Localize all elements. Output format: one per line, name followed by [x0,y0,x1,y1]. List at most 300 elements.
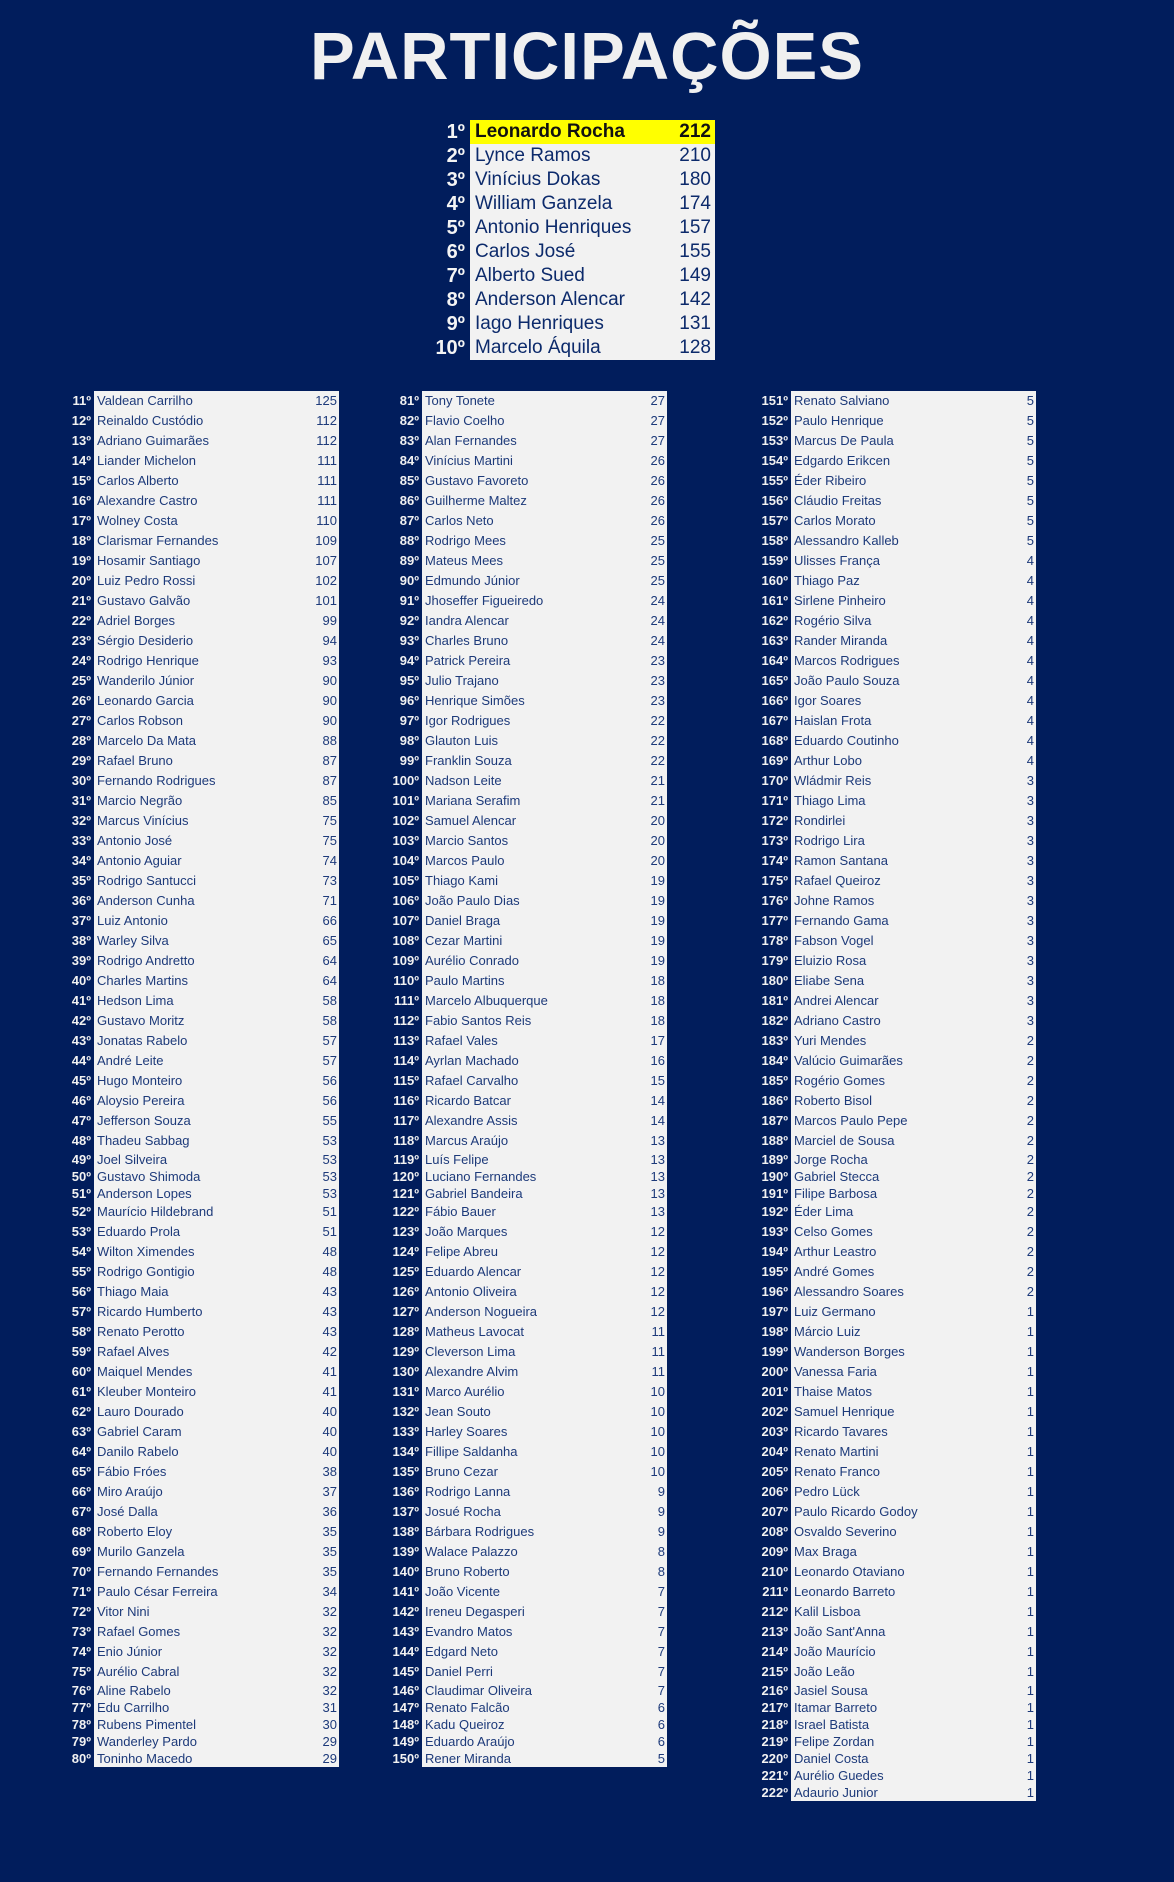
name-cell [422,551,667,571]
name-cell [94,1051,339,1071]
rank-label: 35º [71,873,91,888]
participant-name: Rafael Gomes [97,1624,181,1639]
name-cell [422,1502,667,1522]
participation-count: 29 [322,1734,337,1749]
name-cell [470,192,715,216]
rank-label: 120º [392,1169,419,1184]
participant-name: Fernando Rodrigues [97,773,216,788]
rank-label: 108º [392,933,419,948]
participation-count: 3 [1026,953,1034,968]
participant-name: Fabson Vogel [794,933,874,948]
participation-count: 3 [1026,873,1034,888]
rank-label: 100º [392,773,419,788]
name-cell [422,1699,667,1716]
participation-count: 15 [650,1073,665,1088]
name-cell [791,671,1036,691]
participant-name: Adriano Guimarães [97,433,209,448]
participant-name: Johne Ramos [794,893,875,908]
participant-name: Ayrlan Machado [425,1053,519,1068]
name-cell [94,491,339,511]
name-cell [94,1522,339,1542]
name-cell [422,651,667,671]
name-cell [94,931,339,951]
participant-name: Alexandre Assis [425,1113,518,1128]
name-cell [94,1168,339,1185]
rank-label: 132º [392,1404,419,1419]
participation-count: 22 [650,753,665,768]
participation-count: 87 [322,773,337,788]
rank-label: 170º [761,773,788,788]
participation-count: 32 [322,1664,337,1679]
rank-label: 106º [392,893,419,908]
rank-label: 215º [761,1664,788,1679]
participation-count: 109 [315,533,337,548]
name-cell [94,811,339,831]
participant-name: Adriel Borges [97,613,176,628]
participant-name: Marcos Paulo Pepe [794,1113,908,1128]
name-cell [422,431,667,451]
participation-count: 64 [322,973,337,988]
participation-count: 2 [1026,1053,1034,1068]
participant-name: Arthur Lobo [794,753,862,768]
participant-name: Paulo César Ferreira [97,1584,218,1599]
participation-count: 1 [1026,1717,1034,1732]
name-cell [791,911,1036,931]
name-cell [422,1091,667,1111]
participant-name: Charles Bruno [425,633,509,648]
name-cell [422,951,667,971]
rank-label: 76º [71,1683,91,1698]
rank-label: 131º [392,1384,419,1399]
participant-name: Mateus Mees [425,553,504,568]
name-cell [94,1282,339,1302]
name-cell [422,1131,667,1151]
participation-count: 2 [1026,1264,1034,1279]
participation-count: 3 [1026,793,1034,808]
rank-label: 220º [761,1751,788,1766]
rank-label: 13º [71,433,91,448]
rank-label: 36º [71,893,91,908]
name-cell [422,391,667,411]
rank-label: 200º [761,1364,788,1379]
rank-label: 178º [761,933,788,948]
name-cell [422,411,667,431]
rank-label: 50º [71,1169,91,1184]
participation-count: 17 [650,1033,665,1048]
rank-label: 169º [761,753,788,768]
participation-count: 128 [679,337,711,358]
participant-name: Harley Soares [425,1424,508,1439]
rank-label: 216º [761,1683,788,1698]
participation-count: 71 [322,893,337,908]
participant-name: Fernando Fernandes [97,1564,219,1579]
rank-label: 159º [761,553,788,568]
participant-name: Rodrigo Andretto [97,953,195,968]
participation-count: 1 [1026,1584,1034,1599]
participant-name: Yuri Mendes [794,1033,867,1048]
participant-name: Evandro Matos [425,1624,513,1639]
participant-name: Toninho Macedo [97,1751,193,1766]
rank-label: 165º [761,673,788,688]
name-cell [422,1462,667,1482]
participation-count: 25 [650,553,665,568]
participant-name: Maurício Hildebrand [97,1204,214,1219]
name-cell [791,1562,1036,1582]
participation-count: 1 [1026,1683,1034,1698]
participation-count: 5 [1026,413,1034,428]
participation-count: 99 [322,613,337,628]
participant-name: Rafael Carvalho [425,1073,519,1088]
name-cell [422,791,667,811]
participation-count: 1 [1026,1364,1034,1379]
rank-label: 105º [392,873,419,888]
participation-count: 2 [1026,1073,1034,1088]
name-cell [94,1091,339,1111]
name-cell [791,1302,1036,1322]
participation-count: 107 [315,553,337,568]
name-cell [94,751,339,771]
rank-label: 109º [392,953,419,968]
rank-label: 18º [71,533,91,548]
name-cell [94,1750,339,1767]
rank-label: 83º [399,433,419,448]
participation-count: 111 [317,473,337,488]
rank-label: 171º [761,793,788,808]
name-cell [422,1111,667,1131]
participant-name: Márcio Luiz [794,1324,861,1339]
name-cell [470,312,715,336]
participant-name: Alan Fernandes [425,433,517,448]
name-cell [94,951,339,971]
participation-count: 4 [1026,653,1034,668]
rank-label: 86º [399,493,419,508]
name-cell [422,1602,667,1622]
rank-label: 142º [392,1604,419,1619]
participation-count: 19 [650,873,665,888]
rank-label: 74º [71,1644,91,1659]
participant-name: Rogério Gomes [794,1073,886,1088]
participation-count: 1 [1026,1644,1034,1659]
participant-name: Anderson Cunha [97,893,195,908]
name-cell [94,1442,339,1462]
rank-label: 112º [393,1013,419,1028]
participation-count: 1 [1026,1734,1034,1749]
participation-count: 25 [650,533,665,548]
participant-name: Gabriel Caram [97,1424,182,1439]
participation-count: 5 [1026,453,1034,468]
participation-count: 32 [322,1604,337,1619]
name-cell [791,1168,1036,1185]
name-cell [94,1402,339,1422]
rank-label: 44º [71,1053,91,1068]
participant-name: Sérgio Desiderio [97,633,194,648]
participant-name: Aloysio Pereira [97,1093,185,1108]
participation-count: 3 [1026,993,1034,1008]
participant-name: Claudimar Oliveira [425,1683,532,1698]
name-cell [94,1422,339,1442]
rank-label: 93º [399,633,419,648]
name-cell [791,691,1036,711]
participant-name: Julio Trajano [425,673,499,688]
participation-count: 30 [322,1717,337,1732]
participation-count: 2 [1026,1204,1034,1219]
rank-label: 17º [71,513,91,528]
name-cell [422,1716,667,1733]
participation-count: 40 [322,1404,337,1419]
rank-label: 174º [761,853,788,868]
rank-label: 183º [761,1033,788,1048]
participant-name: Ulisses França [794,553,880,568]
rank-label: 137º [392,1504,419,1519]
participation-count: 9 [657,1524,665,1539]
participation-count: 101 [315,593,337,608]
participation-count: 3 [1026,1013,1034,1028]
name-cell [94,611,339,631]
name-cell [422,1302,667,1322]
participation-count: 131 [679,313,711,334]
participant-name: Edgardo Erikcen [794,453,891,468]
participant-name: Marcelo Áquila [475,337,601,358]
rank-label: 77º [71,1700,91,1715]
participation-count: 1 [1026,1464,1034,1479]
participant-name: Wanderilo Júnior [97,673,195,688]
rank-label: 144º [392,1644,419,1659]
participation-count: 7 [657,1584,665,1599]
participation-count: 18 [650,993,665,1008]
participant-name: Hugo Monteiro [97,1073,183,1088]
participant-name: Andrei Alencar [794,993,879,1008]
participant-name: Marcus Vinícius [97,813,189,828]
name-cell [791,991,1036,1011]
participant-name: Hedson Lima [97,993,174,1008]
participant-name: Ricardo Batcar [425,1093,511,1108]
participation-count: 1 [1026,1785,1034,1800]
name-cell [94,891,339,911]
participant-name: Joel Silveira [97,1152,168,1167]
rank-label: 80º [71,1751,91,1766]
participant-name: Tony Tonete [425,393,495,408]
participation-count: 21 [650,793,665,808]
participant-name: Jasiel Sousa [794,1683,868,1698]
rank-label: 151º [761,393,788,408]
participation-count: 56 [322,1093,337,1108]
participation-count: 1 [1026,1444,1034,1459]
participant-name: João Sant'Anna [794,1624,886,1639]
participant-name: Felipe Zordan [794,1734,875,1749]
participation-count: 36 [322,1504,337,1519]
participant-name: Paulo Henrique [794,413,884,428]
participant-name: Ricardo Tavares [794,1424,888,1439]
rank-label: 56º [71,1284,91,1299]
participant-name: Antonio José [97,833,173,848]
participant-name: Anderson Alencar [475,289,625,310]
rank-label: 163º [761,633,788,648]
participant-name: Adriano Castro [794,1013,881,1028]
rank-label: 124º [392,1244,419,1259]
participant-name: Marcos Rodrigues [794,653,900,668]
name-cell [422,1222,667,1242]
participant-name: Igor Rodrigues [425,713,511,728]
rank-label: 20º [71,573,91,588]
rank-label: 197º [761,1304,788,1319]
participation-count: 4 [1026,593,1034,608]
name-cell [422,1542,667,1562]
rank-label: 145º [392,1664,419,1679]
rank-label: 88º [399,533,419,548]
participation-count: 18 [650,973,665,988]
leader-cell [470,120,715,144]
participation-count: 102 [315,573,337,588]
participant-name: Jorge Rocha [794,1152,868,1167]
name-cell [94,1716,339,1733]
participation-count: 3 [1026,833,1034,848]
participant-name: Anderson Nogueira [425,1304,538,1319]
participation-count: 48 [322,1244,337,1259]
participation-count: 2 [1026,1152,1034,1167]
name-cell [94,1242,339,1262]
rank-label: 180º [761,973,788,988]
name-cell [791,1422,1036,1442]
name-cell [791,791,1036,811]
rank-label: 7º [446,265,465,287]
participation-count: 13 [650,1133,665,1148]
participation-count: 155 [679,241,711,262]
rank-label: 176º [761,893,788,908]
name-cell [791,1582,1036,1602]
name-cell [94,731,339,751]
participation-count: 13 [650,1204,665,1219]
rank-label: 157º [761,513,788,528]
name-cell [94,1502,339,1522]
participant-name: Pedro Lück [794,1484,860,1499]
participation-count: 5 [657,1751,665,1766]
name-cell [791,1442,1036,1462]
participation-count: 210 [679,145,711,166]
rank-label: 8º [446,289,465,311]
rank-label: 91º [399,593,419,608]
rank-label: 209º [761,1544,788,1559]
rank-label: 150º [392,1751,419,1766]
participant-name: Luiz Antonio [97,913,168,928]
rank-label: 211º [762,1584,788,1599]
rank-label: 9º [446,313,465,335]
participant-name: Gabriel Stecca [794,1169,880,1184]
participation-count: 85 [322,793,337,808]
name-cell [422,1362,667,1382]
participant-name: Renato Falcão [425,1700,510,1715]
participant-name: Cleverson Lima [425,1344,516,1359]
participation-count: 180 [679,169,711,190]
name-cell [791,931,1036,951]
name-cell [422,971,667,991]
participation-count: 4 [1026,693,1034,708]
participant-name: Danilo Rabelo [97,1444,179,1459]
participant-name: Fernando Gama [794,913,889,928]
rank-label: 1º [446,121,465,143]
name-cell [94,911,339,931]
rank-label: 72º [71,1604,91,1619]
participant-name: Eduardo Alencar [425,1264,522,1279]
rank-label: 53º [71,1224,91,1239]
participant-name: Valúcio Guimarães [794,1053,903,1068]
participation-count: 53 [322,1133,337,1148]
participant-name: Anderson Lopes [97,1186,192,1201]
name-cell [791,1522,1036,1542]
participation-count: 1 [1026,1484,1034,1499]
participant-name: Ramon Santana [794,853,888,868]
name-cell [791,871,1036,891]
participant-name: Osvaldo Severino [794,1524,897,1539]
participant-name: Cláudio Freitas [794,493,882,508]
participation-count: 4 [1026,733,1034,748]
participation-count: 26 [650,473,665,488]
participant-name: Rafael Alves [97,1344,170,1359]
participant-name: Rafael Bruno [97,753,173,768]
rank-label: 59º [71,1344,91,1359]
name-cell [94,1362,339,1382]
name-cell [422,1185,667,1202]
name-cell [422,671,667,691]
name-cell [791,1482,1036,1502]
participation-count: 10 [650,1444,665,1459]
participation-count: 24 [650,613,665,628]
rank-label: 147º [392,1700,419,1715]
rank-label: 30º [71,773,91,788]
participation-count: 73 [322,873,337,888]
participation-count: 48 [322,1264,337,1279]
name-cell [422,1382,667,1402]
participant-name: Charles Martins [97,973,189,988]
participant-name: Adaurio Junior [794,1785,878,1800]
rank-label: 121º [392,1186,419,1201]
participation-count: 11 [651,1344,665,1359]
participant-name: Samuel Alencar [425,813,517,828]
participation-count: 19 [650,913,665,928]
name-cell [791,1542,1036,1562]
rank-label: 94º [399,653,419,668]
rank-label: 116º [393,1093,419,1108]
page-title: PARTICIPAÇÕES [309,19,864,94]
rank-label: 25º [71,673,91,688]
participation-count: 20 [650,833,665,848]
participant-name: Haislan Frota [794,713,872,728]
rank-label: 39º [71,953,91,968]
name-cell [422,1750,667,1767]
name-cell [94,691,339,711]
participation-count: 2 [1026,1244,1034,1259]
rank-label: 12º [71,413,91,428]
participation-count: 35 [322,1564,337,1579]
name-cell [791,1131,1036,1151]
name-cell [791,511,1036,531]
participation-count: 7 [657,1644,665,1659]
participation-count: 90 [322,713,337,728]
rank-label: 38º [71,933,91,948]
participation-count: 11 [651,1364,665,1379]
name-cell [791,711,1036,731]
name-cell [94,1482,339,1502]
participant-name: Vinícius Martini [425,453,513,468]
participant-name: Rander Miranda [794,633,888,648]
participation-count: 174 [679,193,711,214]
name-cell [94,451,339,471]
name-cell [470,240,715,264]
participant-name: Rafael Queiroz [794,873,881,888]
name-cell [470,264,715,288]
name-cell [422,751,667,771]
participation-count: 9 [657,1484,665,1499]
rank-label: 156º [761,493,788,508]
